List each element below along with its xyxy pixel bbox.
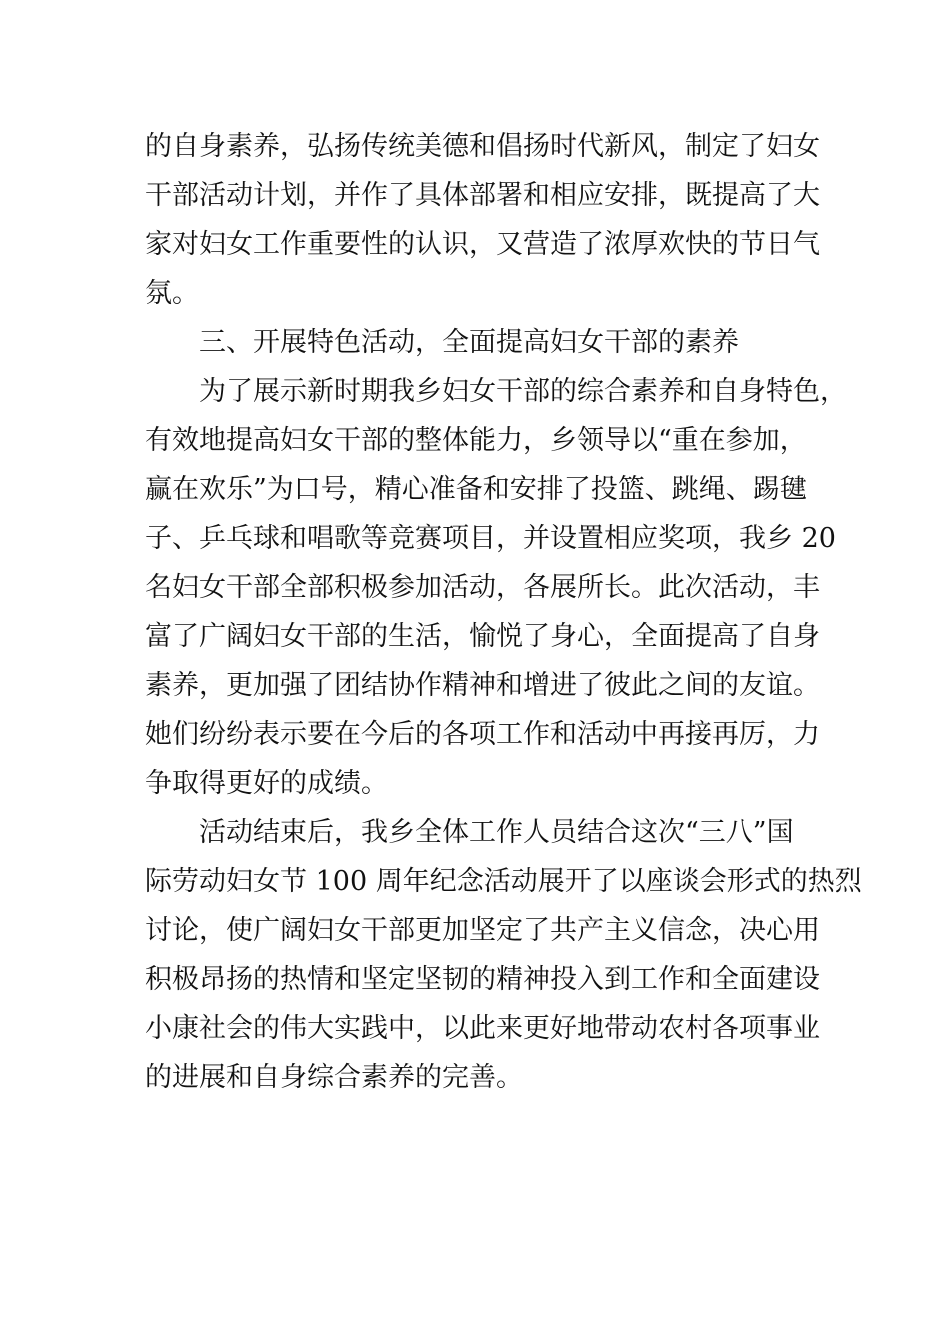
- heading-text: 三、开展特色活动，全面提高妇女干部的素养: [199, 327, 739, 358]
- text-line: 赢在欢乐”为口号，精心准备和安排了投篮、跳绳、踢毽: [145, 474, 807, 505]
- section-heading: [145, 318, 825, 367]
- text-line: 有效地提高妇女干部的整体能力，乡领导以“重在参加，: [145, 425, 807, 456]
- text-line: 的进展和自身综合素养的完善。: [145, 1062, 523, 1093]
- paragraph: [145, 367, 847, 808]
- text-line: 富了广阔妇女干部的生活，愉悦了身心，全面提高了自身: [145, 621, 820, 652]
- text-line: 干部活动计划，并作了具体部署和相应安排，既提高了大: [145, 180, 820, 211]
- text-line: 活动结束后，我乡全体工作人员结合这次“三八”国: [199, 817, 794, 848]
- text-line: 素养，更加强了团结协作精神和增进了彼此之间的友谊。: [145, 670, 820, 701]
- text-line: 子、乒乓球和唱歌等竞赛项目，并设置相应奖项，我乡 20: [145, 523, 836, 554]
- text-line: 小康社会的伟大实践中，以此来更好地带动农村各项事业: [145, 1013, 820, 1044]
- text-line: 她们纷纷表示要在今后的各项工作和活动中再接再厉，力: [145, 719, 820, 750]
- text-line: 名妇女干部全部积极参加活动，各展所长。此次活动，丰: [145, 572, 820, 603]
- text-line: 讨论，使广阔妇女干部更加坚定了共产主义信念，决心用: [145, 915, 820, 946]
- text-line: 为了展示新时期我乡妇女干部的综合素养和自身特色，: [199, 376, 847, 407]
- document-body: [145, 122, 862, 1102]
- paragraph-continued: [145, 122, 825, 318]
- text-line: 家对妇女工作重要性的认识，又营造了浓厚欢快的节日气: [145, 229, 820, 260]
- text-line: 积极昂扬的热情和坚定坚韧的精神投入到工作和全面建设: [145, 964, 820, 995]
- text-line: 的自身素养，弘扬传统美德和倡扬时代新风，制定了妇女: [145, 131, 820, 162]
- paragraph: [145, 808, 862, 1102]
- text-line: 际劳动妇女节 100 周年纪念活动展开了以座谈会形式的热烈: [145, 866, 862, 897]
- text-line: 争取得更好的成绩。: [145, 768, 388, 799]
- text-line: 氛。: [145, 278, 199, 309]
